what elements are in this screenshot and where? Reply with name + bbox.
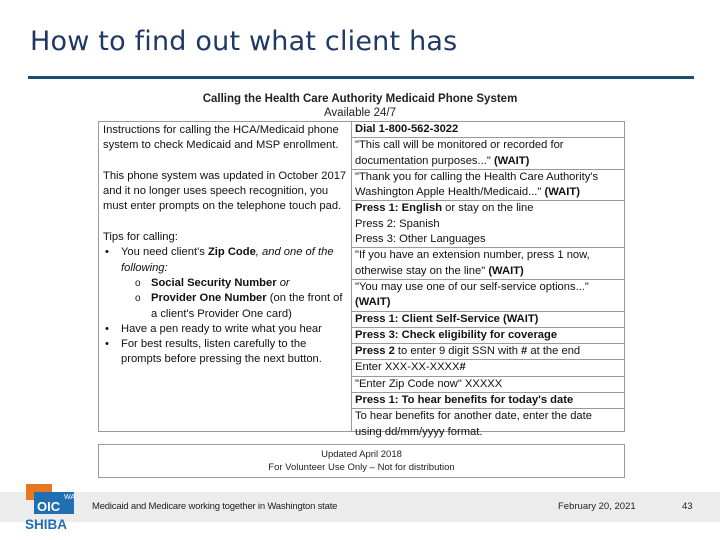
footer-date: February 20, 2021	[558, 501, 636, 512]
step-press2-spanish: Press 2: Spanish	[355, 217, 440, 230]
svg-text:OIC: OIC	[37, 499, 61, 514]
update-note	[98, 444, 625, 478]
tip-bullet-listen: • For best results, listen carefully to the prompts before pressing the next button.	[103, 337, 348, 368]
svg-text:WA: WA	[64, 494, 76, 501]
intro-text: Instructions for calling the HCA/Medicaid phone system to check Medicaid and MSP enrollment.	[103, 124, 339, 152]
tip-sub-ssn: o Social Security Number or	[103, 276, 348, 291]
slide-title: How to find out what client has	[30, 26, 458, 57]
oic-shiba-logo	[24, 482, 76, 534]
step-benefits-today: Press 1: To hear benefits for today's date	[352, 393, 624, 409]
document-subheading: Available 24/7	[323, 107, 397, 119]
update-date: Updated April 2018	[321, 449, 402, 460]
step-thank-you: "Thank you for calling the Health Care Authority's Washington Apple Health/Medicaid..." (WAIT)	[352, 170, 624, 202]
document-heading: Calling the Health Care Authority Medicaid Phone System	[202, 93, 518, 105]
tip-sub-provider-one: o Provider One Number (on the front of a client's Provider One card)	[103, 291, 348, 322]
step-enter-zip: "Enter Zip Code now" XXXXX	[352, 377, 624, 393]
step-self-service-options: "You may use one of our self-service options..." (WAIT)	[352, 280, 624, 312]
step-check-eligibility: Press 3: Check eligibility for coverage	[352, 328, 624, 344]
update-text: This phone system was updated in October 2017 and it no longer uses speech recognition, you must enter prompts on the telephone touch pad.	[103, 169, 347, 213]
volunteer-notice: For Volunteer Use Only – Not for distribution	[268, 462, 455, 473]
step-another-date: To hear benefits for another date, enter the date using dd/mm/yyyy format.	[355, 410, 592, 438]
title-divider	[28, 76, 694, 79]
instructions-table	[98, 121, 625, 438]
tip-bullet-pen: • Have a pen ready to write what you hear	[103, 322, 348, 337]
step-dial: Dial 1-800-562-3022	[352, 122, 624, 138]
step-client-self-service: Press 1: Client Self-Service (WAIT)	[352, 312, 624, 328]
step-extension: "If you have an extension number, press 1 now, otherwise stay on the line" (WAIT)	[352, 248, 624, 280]
step-enter-ssn-prompt: Press 2 to enter 9 digit SSN with # at the end	[352, 344, 624, 360]
page-number: 43	[682, 501, 693, 512]
svg-text:SHIBA: SHIBA	[25, 517, 68, 532]
tip-bullet-zip: • You need client's Zip Code, and one of the following:	[103, 245, 348, 276]
step-monitored: "This call will be monitored or recorded for documentation purposes..." (WAIT)	[352, 138, 624, 170]
step-press1-english: Press 1: English or stay on the line	[355, 202, 534, 215]
tips-title: Tips for calling:	[103, 231, 178, 244]
step-press3-other: Press 3: Other Languages	[352, 232, 624, 248]
footer-tagline: Medicaid and Medicare working together in Washington state	[92, 501, 338, 512]
phone-steps-column	[352, 122, 624, 438]
step-enter-ssn: Enter XXX-XX-XXXX#	[352, 360, 624, 376]
instructions-column	[99, 122, 352, 431]
